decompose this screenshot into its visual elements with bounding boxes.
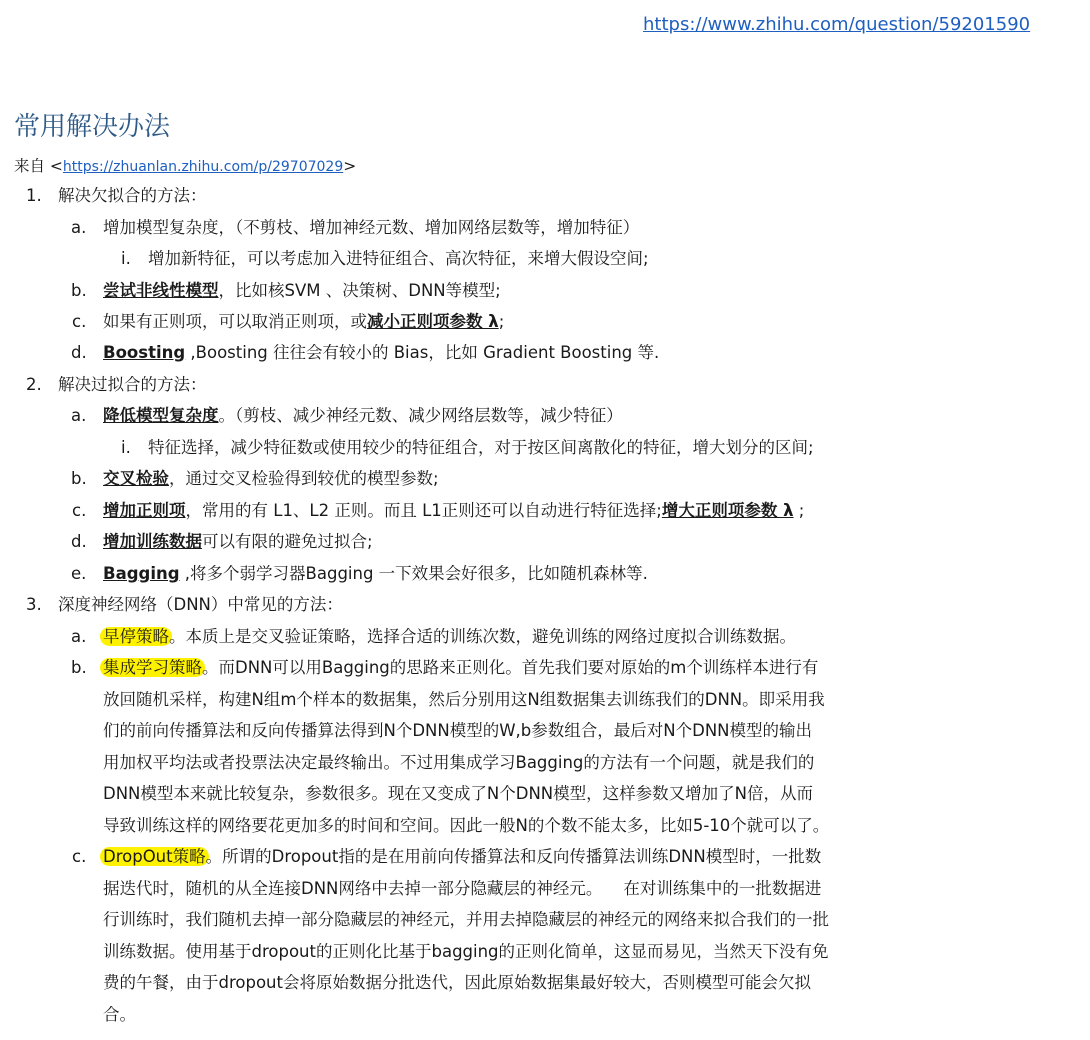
- section-3-heading: 深度神经网络（DNN）中常见的方法：: [58, 595, 343, 614]
- source-line: [14, 154, 356, 176]
- s2-item-d-rest: 可以有限的避免过拟合;: [202, 532, 373, 551]
- source-suffix: >: [343, 157, 357, 175]
- s3-item-c-line: 行训练时，我们随机去掉一部分隐藏层的神经元，并用去掉隐藏层的神经元的网络来拟合我们的一批: [103, 910, 829, 929]
- s2-item-e-marker: e.: [71, 564, 87, 583]
- s2-item-b-marker: b.: [71, 469, 87, 488]
- s3-item-b-marker: b.: [71, 658, 87, 677]
- s1-item-a-sub: 增加新特征，可以考虑加入进特征组合、高次特征，来增大假设空间;: [148, 249, 649, 268]
- s2-item-e-bold: Bagging: [103, 564, 180, 583]
- section-2-heading: 解决过拟合的方法：: [58, 375, 207, 394]
- s3-item-c-marker: c.: [72, 847, 87, 866]
- section-2-marker: 2.: [26, 375, 42, 394]
- section-1-heading: 解决欠拟合的方法：: [58, 186, 207, 205]
- s2-item-c-rest2: ;: [793, 501, 805, 520]
- s2-item-c-marker: c.: [72, 501, 87, 520]
- s2-item-b-rest: ，通过交叉检验得到较优的模型参数;: [169, 469, 439, 488]
- s2-item-e-rest: ,将多个弱学习器Bagging 一下效果会好很多，比如随机森林等.: [179, 564, 648, 583]
- s1-item-d: [103, 337, 659, 368]
- s2-item-c-bold: 增加正则项: [103, 501, 186, 520]
- s1-item-b-bold: 尝试非线性模型: [103, 281, 219, 300]
- s2-item-d-marker: d.: [71, 532, 87, 551]
- s3-item-a-marker: a.: [71, 627, 87, 646]
- s3-item-c-line: [103, 841, 923, 873]
- s2-item-c-rest: ，常用的有 L1、L2 正则。而且 L1正则还可以自动进行特征选择;: [185, 501, 662, 520]
- s3-item-b-line: 放回随机采样，构建N组m个样本的数据集，然后分别用这N组数据集去训练我们的DNN。即采用我: [103, 689, 825, 709]
- s3-item-c-line: 据迭代时，随机的从全连接DNN网络中去掉一部分隐藏层的神经元。 在对训练集中的一批数据进: [103, 878, 822, 898]
- s3-item-c-line: 合。: [103, 1004, 136, 1024]
- s3-item-c-line: 费的午餐，由于dropout会将原始数据分批迭代，因此原始数据集最好较大，否则模型可能会欠拟: [103, 973, 811, 992]
- s2-item-d: [103, 526, 373, 557]
- s1-item-c-pre: 如果有正则项，可以取消正则项，或: [103, 312, 367, 331]
- s1-item-d-marker: d.: [71, 343, 87, 362]
- s3-item-c: [103, 841, 923, 1030]
- s2-item-b-bold: 交叉检验: [103, 469, 169, 488]
- s2-item-e: [103, 558, 648, 589]
- source-prefix: 来自 <: [14, 157, 63, 175]
- s3-item-a: [103, 621, 923, 653]
- s2-item-b: [103, 463, 439, 494]
- s1-item-a-sub-marker: i.: [121, 249, 131, 268]
- s2-item-a: [103, 400, 623, 431]
- s3-item-a-highlight: 早停策略: [100, 627, 172, 646]
- s2-item-a-marker: a.: [71, 406, 87, 425]
- section-3-marker: 3.: [26, 595, 42, 614]
- s3-item-c-text: 。所谓的Dropout指的是在用前向传播算法和反向传播算法训练DNN模型时，一批数: [205, 847, 822, 866]
- s1-item-c-bold: 减小正则项参数 λ: [367, 312, 499, 331]
- s2-item-c: [103, 495, 804, 526]
- s3-item-b-line: 导致训练这样的网络要花更加多的时间和空间。因此一般N的个数不能太多，比如5-10个就可以了。: [103, 815, 830, 835]
- page-title: 常用解决办法: [14, 112, 171, 142]
- s3-item-b-highlight: 集成学习策略: [100, 658, 205, 677]
- question-link[interactable]: https://www.zhihu.com/question/59201590: [643, 14, 1031, 35]
- s3-item-b-line: [103, 652, 923, 684]
- s1-item-b-rest: ，比如核SVM 、决策树、DNN等模型;: [218, 281, 501, 300]
- s3-item-a-line: [103, 621, 923, 653]
- s1-item-d-rest: ,Boosting 往往会有较小的 Bias，比如 Gradient Boosting 等.: [185, 343, 660, 362]
- source-link[interactable]: https://zhuanlan.zhihu.com/p/29707029: [62, 159, 344, 175]
- s1-item-a: 增加模型复杂度，（不剪枝、增加神经元数、增加网络层数等，增加特征）: [103, 218, 640, 237]
- s2-item-a-sub: 特征选择，减少特征数或使用较少的特征组合，对于按区间离散化的特征，增大划分的区间;: [148, 438, 814, 457]
- s3-item-b-line: 用加权平均法或者投票法决定最终输出。不过用集成学习Bagging的方法有一个问题，就是我们的: [103, 752, 815, 772]
- s1-item-b-marker: b.: [71, 281, 87, 300]
- s2-item-a-bold: 降低模型复杂度: [103, 406, 219, 425]
- s1-item-d-bold: Boosting: [103, 343, 186, 362]
- s2-item-c-bold2: 增大正则项参数 λ: [661, 501, 794, 520]
- s1-item-a-marker: a.: [71, 218, 87, 237]
- section-1-marker: 1.: [26, 186, 42, 205]
- s2-item-d-bold: 增加训练数据: [103, 532, 202, 551]
- s3-item-c-line: 训练数据。使用基于dropout的正则化比基于bagging的正则化简单，这显而易见，当然天下没有免: [103, 941, 829, 961]
- s2-item-a-sub-marker: i.: [121, 438, 131, 457]
- s1-item-b: [103, 275, 501, 306]
- s1-item-c-marker: c.: [72, 312, 87, 331]
- s2-item-a-rest: 。（剪枝、减少神经元数、减少网络层数等，减少特征）: [218, 406, 623, 425]
- s3-item-c-highlight: DropOut策略: [100, 847, 209, 866]
- s1-item-c-rest: ;: [498, 312, 505, 331]
- s3-item-b-text: 。而DNN可以用Bagging的思路来正则化。首先我们要对原始的m个训练样本进行有: [202, 658, 819, 677]
- s3-item-b: [103, 652, 923, 841]
- s3-item-a-text: 。本质上是交叉验证策略，选择合适的训练次数，避免训练的网络过度拟合训练数据。: [169, 627, 796, 646]
- s3-item-b-line: DNN模型本来就比较复杂，参数很多。现在又变成了N个DNN模型，这样参数又增加了N倍，从而: [103, 784, 813, 803]
- s3-item-b-line: 们的前向传播算法和反向传播算法得到N个DNN模型的W,b参数组合，最后对N个DNN模型的输出: [103, 721, 813, 740]
- s1-item-c: [103, 306, 504, 337]
